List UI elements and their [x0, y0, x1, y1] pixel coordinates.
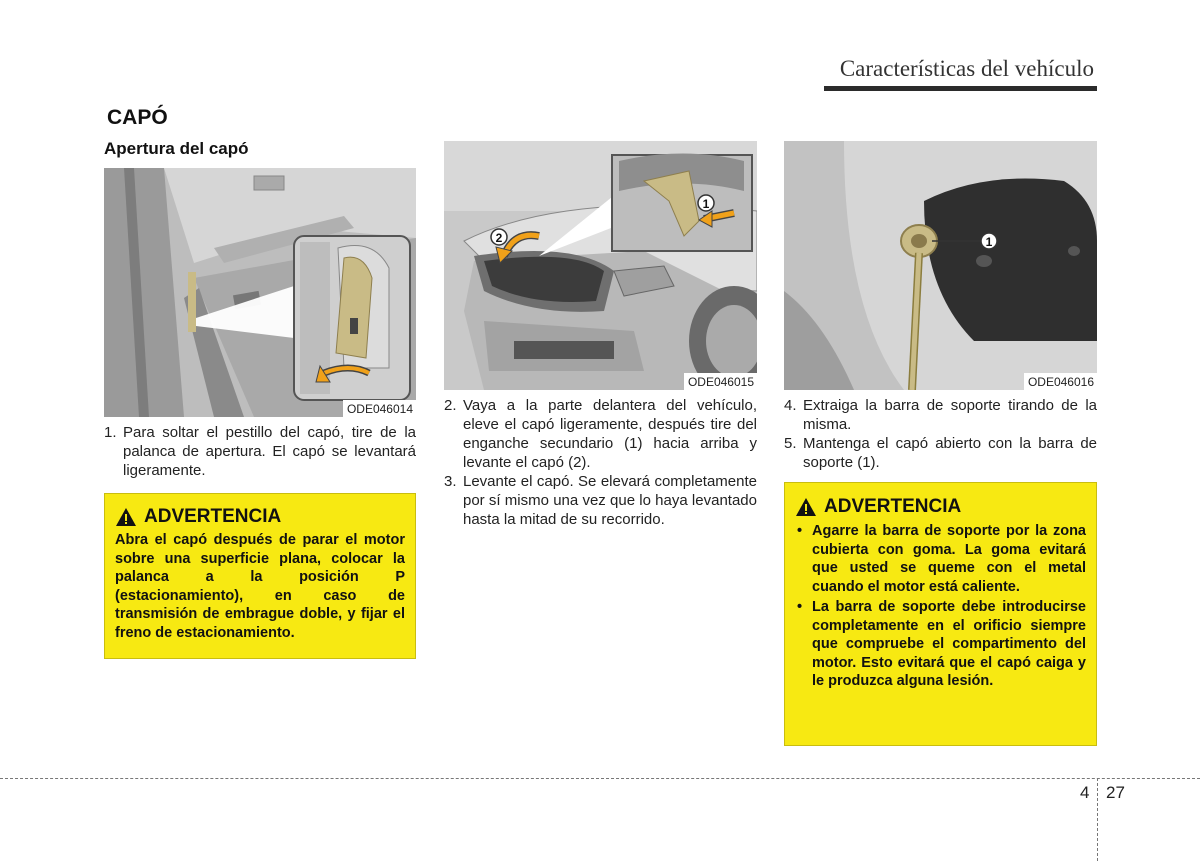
warning-triangle-icon	[795, 497, 817, 517]
steps-column-2	[444, 396, 757, 529]
callout-2: 2	[495, 231, 503, 245]
subsection-title: Apertura del capó	[104, 139, 249, 158]
footer-vertical-rule	[1097, 778, 1098, 861]
figure-code: ODE046016	[1024, 373, 1097, 390]
hood-release-lever-illustration	[104, 168, 416, 417]
warning-header	[115, 506, 405, 528]
warning-bullets	[795, 522, 1086, 691]
step-item: 2. Vaya a la parte delantera del vehículo, eleve el capó ligeramente, después tire del enganche secundario (1) hacia arriba y levante el capó (2).	[444, 397, 757, 471]
header-rule	[824, 86, 1097, 91]
steps-column-1	[104, 423, 416, 480]
chapter-number: 4	[1080, 783, 1090, 802]
step-item: 4. Extraiga la barra de soporte tirando de la misma.	[784, 397, 1097, 433]
step-item: 1. Para soltar el pestillo del capó, tire de la palanca de apertura. El capó se levantará ligeramente.	[104, 424, 416, 479]
warning-bullet: • La barra de soporte debe introducirse completamente en el orificio siempre que compruebe el compartimento del motor. Esto evitará que el capó caiga y le produzca alguna lesión.	[797, 599, 1086, 689]
figure-code: ODE046014	[343, 400, 416, 417]
footer-dashed-rule	[0, 778, 1200, 779]
callout-1: 1	[985, 235, 993, 249]
warning-header	[795, 496, 1086, 518]
figure-hood-secondary-latch	[444, 141, 757, 390]
warning-title: ADVERTENCIA	[144, 506, 282, 527]
section-title: CAPÓ	[107, 106, 168, 129]
step-item: 5. Mantenga el capó abierto con la barra de soporte (1).	[784, 435, 1097, 471]
warning-triangle-icon	[115, 507, 137, 527]
running-header: Características del vehículo	[839, 56, 1094, 81]
step-item: 3. Levante el capó. Se elevará completamente por sí mismo una vez que lo haya levantado hasta la mitad de su recorrido.	[444, 473, 757, 528]
warning-title: ADVERTENCIA	[824, 496, 962, 517]
warning-text: Abra el capó después de parar el motor sobre una superficie plana, colocar la palanca a la posición P (estacionamiento), en caso de transmisión de embrague doble, y fijar el freno de estacionamiento.	[115, 532, 405, 641]
figure-hood-release-lever	[104, 168, 416, 417]
figure-code: ODE046015	[684, 373, 757, 390]
warning-bullet: • Agarre la barra de soporte por la zona cubierta con goma. La goma evitará que usted se queme con el metal cuando el motor está caliente.	[797, 523, 1086, 595]
page-number: 27	[1106, 783, 1125, 802]
car-front-illustration	[444, 141, 757, 390]
warning-box-2	[784, 482, 1097, 746]
callout-1: 1	[702, 197, 710, 211]
support-rod-illustration	[784, 141, 1097, 390]
figure-hood-support-rod	[784, 141, 1097, 390]
warning-box-1	[104, 493, 416, 659]
steps-column-3	[784, 396, 1097, 472]
